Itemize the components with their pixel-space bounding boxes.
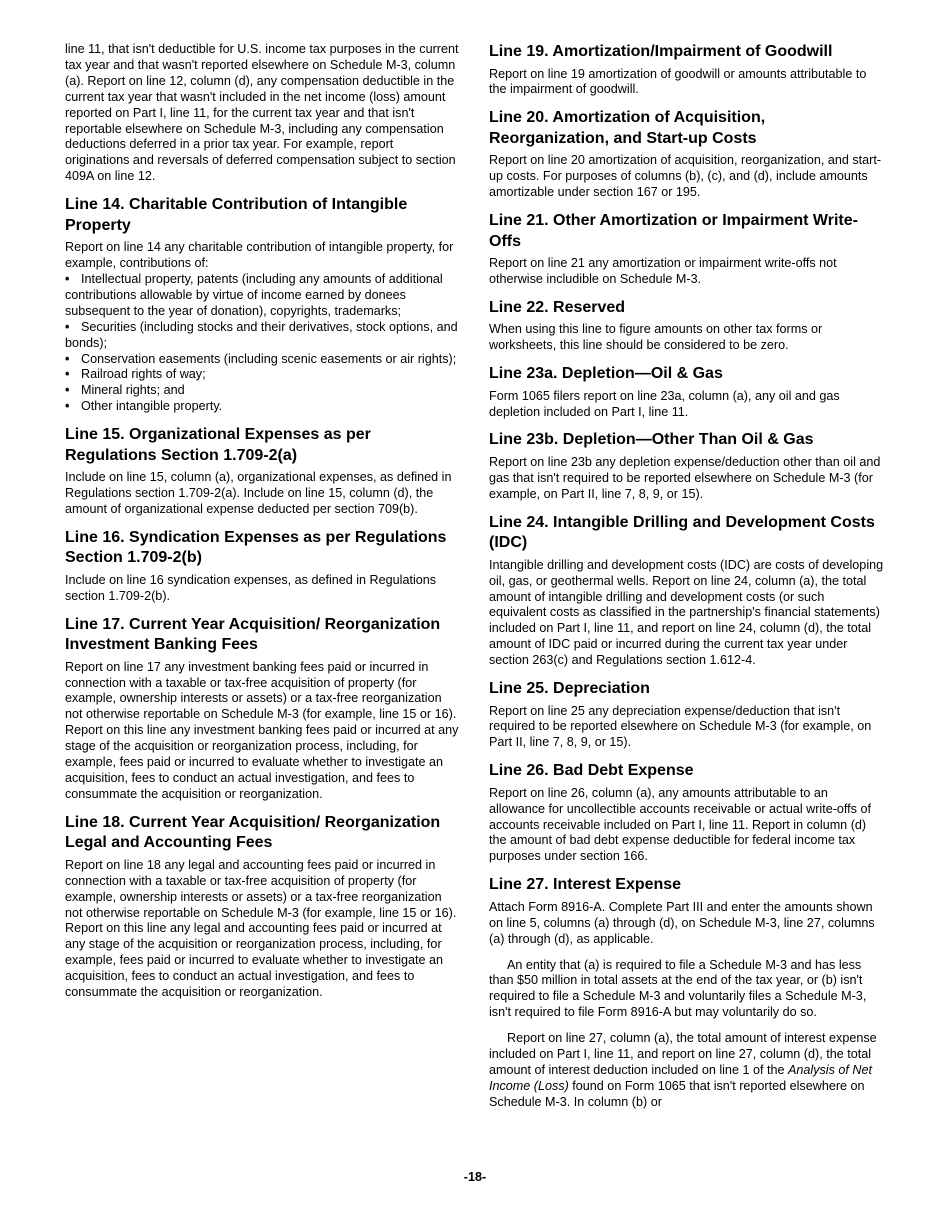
bullet-item: • Conservation easements (including scenic easements or air rights); xyxy=(65,352,461,368)
line24-body: Intangible drilling and development costs (IDC) are costs of developing oil, gas, or geothermal wells. Report on line 24, column (a), the total amount of intangible drilling and development costs (or such equivalent costs as classified in the partnership's financial statements) included on Part I, line 11, and report on line 24, column (d), the total amount of IDC paid or incurred during the current tax year under section 263(c) and Regulations section 1.612-4. xyxy=(489,557,884,668)
line27-body-3-pre: Report on line 27, column (a), the total amount of interest expense included on Part I, line 11, and report on line 27, column (d), the total amount of interest deduction included on line 1 of the xyxy=(489,1031,877,1077)
line22-heading: Line 22. Reserved xyxy=(489,298,626,316)
line18-body: Report on line 18 any legal and accounting fees paid or incurred in connection with a taxable or tax-free acquisition of property (for example, ownership interests or assets) or a tax-free reorganization not otherwise reportable on Schedule M-3 (for example, line 15 or 16). Report on this line any legal and accounting fees paid or incurred at any stage of the acquisition or reorganization process, including, for example, fees paid or incurred to evaluate whether to investigate an acquisition, fees to conduct an actual investigation, and fees to consummate the acquisition or reorganization. xyxy=(65,857,457,1000)
bullet-item: • Other intangible property. xyxy=(65,399,461,415)
line22-body: When using this line to figure amounts on other tax forms or worksheets, this line should be considered to be zero. xyxy=(489,322,823,353)
page-number: -18- xyxy=(463,1170,487,1184)
line14-bullet-list xyxy=(65,272,461,415)
left-column xyxy=(65,42,461,1001)
intro-paragraph: line 11, that isn't deductible for U.S. income tax purposes in the current tax year and that wasn't reported elsewhere on Schedule M-3, column (a). Report on line 12, column (d), any compensation deductible in the current tax year that wasn't included in the net income (loss) amount reported on Part I, line 11, for the current tax year and that isn't reportable elsewhere on Schedule M-3, including any compensation deductions deferred in a prior tax year. For example, report originations and reversals of deferred compensation subject to section 409A on line 12. xyxy=(65,42,459,184)
line23a-body: Form 1065 filers report on line 23a, column (a), any oil and gas depletion included on Part I, line 11. xyxy=(489,388,840,419)
analysis-of-net-income-title: Analysis of Net Income (Loss) xyxy=(489,1062,872,1093)
line15-body: Include on line 15, column (a), organizational expenses, as defined in Regulations section 1.709-2(a). Include on line 15, column (d), the amount of organizational expense deducted per section 709(b). xyxy=(65,470,452,516)
line23a-heading: Line 23a. Depletion—Oil & Gas xyxy=(489,365,723,383)
bullet-item: • Securities (including stocks and their derivatives, stock options, and bonds); xyxy=(65,320,461,352)
bullet-item: • Railroad rights of way; xyxy=(65,367,461,383)
line21-heading: Line 21. Other Amortization or Impairment Write-Offs xyxy=(489,212,858,250)
line20-body: Report on line 20 amortization of acquisition, reorganization, and start-up costs. For purposes of columns (b), (c), and (d), include amounts amortizable under section 167 or 195. xyxy=(489,153,882,200)
bullet-item: • Intellectual property, patents (including any amounts of additional contributions allowable by virtue of income earned by donees subsequent to the year of donation), copyrights, trademarks; xyxy=(65,272,461,320)
line23b-heading: Line 23b. Depletion—Other Than Oil & Gas xyxy=(489,431,814,449)
line19-body: Report on line 19 amortization of goodwill or amounts attributable to the impairment of goodwill. xyxy=(489,66,867,97)
line27-body-3-post: found on Form 1065 that isn't reported elsewhere on Schedule M-3. In column (b) or xyxy=(489,1078,865,1109)
line21-body: Report on line 21 any amortization or impairment write-offs not otherwise includible on Schedule M-3. xyxy=(489,256,837,286)
line14-heading: Line 14. Charitable Contribution of Intangible Property xyxy=(65,196,408,234)
line16-heading: Line 16. Syndication Expenses as per Regulations Section 1.709-2(b) xyxy=(65,528,447,567)
line25-heading: Line 25. Depreciation xyxy=(489,680,650,698)
line17-body: Report on line 17 any investment banking fees paid or incurred in connection with a taxable or tax-free acquisition of property (for example, ownership interests or assets) or a tax-free reorganization not otherwise reportable on Schedule M-3 (for example, line 15 or 16). Report on this line any investment banking fees paid or incurred at any stage of the acquisition or reorganization process, including, for example, fees paid or incurred to evaluate whether to investigate an acquisition, fees to conduct an actual investigation, and fees to consummate the acquisition or reorganization. xyxy=(65,659,459,801)
line17-heading: Line 17. Current Year Acquisition/ Reorganization Investment Banking Fees xyxy=(65,615,441,654)
line18-heading: Line 18. Current Year Acquisition/ Reorganization Legal and Accounting Fees xyxy=(65,813,441,852)
line24-heading: Line 24. Intangible Drilling and Development Costs (IDC) xyxy=(489,513,875,552)
line27-body-2: An entity that (a) is required to file a Schedule M-3 and has less than $50 million in total assets at the end of the tax year, or (b) isn't required to file a Schedule M-3 and voluntarily files a Schedule M-3, isn't required to file Form 8916-A but may voluntarily do so. xyxy=(489,957,867,1020)
line16-body: Include on line 16 syndication expenses, as defined in Regulations section 1.709-2(b). xyxy=(65,572,437,603)
line26-heading: Line 26. Bad Debt Expense xyxy=(489,762,694,780)
line27-heading: Line 27. Interest Expense xyxy=(489,876,682,894)
line25-body: Report on line 25 any depreciation expense/deduction that isn't required to be reported elsewhere on Schedule M-3 (for example, on Part II, line 7, 8, 9, or 15). xyxy=(489,703,872,750)
line27-body-1: Attach Form 8916-A. Complete Part III and enter the amounts shown on line 5, columns (a) through (d), on Schedule M-3, line 27, columns (a) through (d), as applicable. xyxy=(489,899,875,946)
right-column xyxy=(489,42,885,1111)
line14-body: Report on line 14 any charitable contribution of intangible property, for example, contributions of: xyxy=(65,240,454,271)
line23b-body: Report on line 23b any depletion expense/deduction other than oil and gas that isn't required to be reported elsewhere on Schedule M-3 (for example, on Part II, line 7, 8, 9, or 15). xyxy=(489,454,881,501)
line19-heading: Line 19. Amortization/Impairment of Goodwill xyxy=(489,43,833,60)
line27-body-3 xyxy=(489,1031,885,1111)
line20-heading: Line 20. Amortization of Acquisition, Reorganization, and Start-up Costs xyxy=(489,109,766,147)
line15-heading: Line 15. Organizational Expenses as per Regulations Section 1.709-2(a) xyxy=(65,426,371,464)
bullet-item: • Mineral rights; and xyxy=(65,383,461,399)
line26-body: Report on line 26, column (a), any amounts attributable to an allowance for uncollectible accounts receivable or actual write-offs of accounts receivable included on Part I, line 11. Report in column (d) the amount of bad debt expense deductible for federal income tax purposes under section 166. xyxy=(489,785,871,864)
